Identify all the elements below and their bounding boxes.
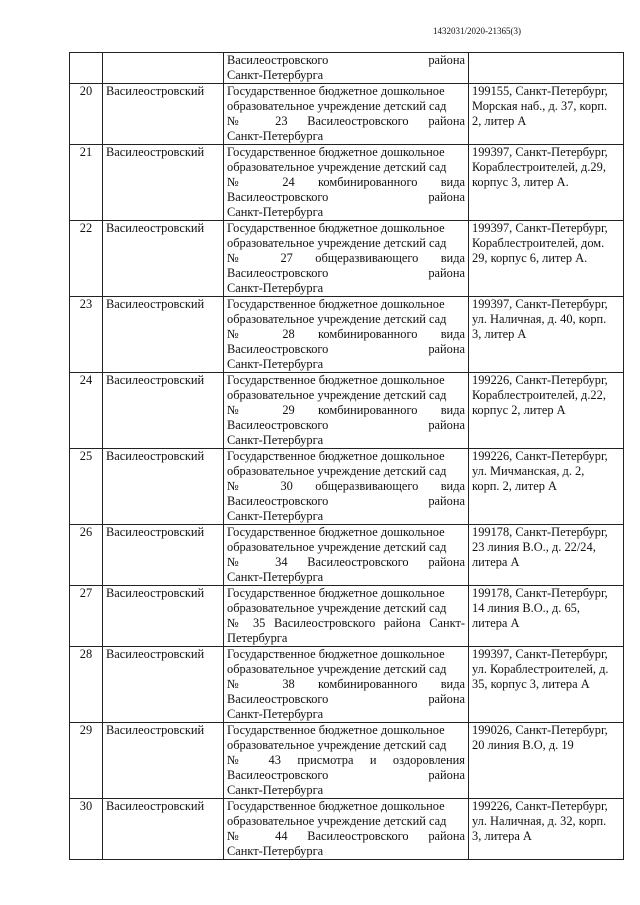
name-line: Василеостровского района: [227, 418, 465, 432]
district-name: Василеостровский: [103, 525, 224, 586]
institution-address: [469, 647, 624, 723]
row-number: 25: [70, 449, 103, 525]
address-line: 199397, Санкт-Петербург,: [472, 221, 608, 235]
district-name: Василеостровский: [103, 723, 224, 799]
name-line: № 34 Василеостровского района: [227, 555, 465, 569]
institution-name: [224, 449, 469, 525]
name-line: № 30 общеразвивающего вида: [227, 479, 465, 493]
name-line: № 24 комбинированного вида: [227, 175, 465, 189]
institution-name: [224, 373, 469, 449]
name-line: образовательное учреждение детский сад: [227, 540, 447, 554]
name-line: Василеостровского района: [227, 768, 465, 782]
name-line: образовательное учреждение детский сад: [227, 236, 447, 250]
name-line: Государственное бюджетное дошкольное: [227, 525, 445, 539]
institution-address: [469, 586, 624, 647]
name-line: Государственное бюджетное дошкольное: [227, 373, 445, 387]
institution-name: [224, 586, 469, 647]
name-line: Петербурга: [227, 631, 288, 645]
institution-name: [224, 297, 469, 373]
district-name: Василеостровский: [103, 145, 224, 221]
table-row: [70, 723, 624, 799]
address-line: Кораблестроителей, д.22,: [472, 388, 606, 402]
name-line: образовательное учреждение детский сад: [227, 99, 447, 113]
table-row: [70, 586, 624, 647]
name-line: Государственное бюджетное дошкольное: [227, 449, 445, 463]
name-line: № 23 Василеостровского района: [227, 114, 465, 128]
address-line: 199178, Санкт-Петербург,: [472, 586, 608, 600]
continuation-district-cell: [103, 53, 224, 84]
district-name: Василеостровский: [103, 586, 224, 647]
table-row: [70, 647, 624, 723]
district-name: Василеостровский: [103, 373, 224, 449]
institution-address: [469, 297, 624, 373]
row-number: 29: [70, 723, 103, 799]
name-line: Государственное бюджетное дошкольное: [227, 723, 445, 737]
name-line: № 28 комбинированного вида: [227, 327, 465, 341]
row-number: 22: [70, 221, 103, 297]
continuation-name-cell: [224, 53, 469, 84]
address-line: корп. 2, литер А: [472, 479, 557, 493]
institutions-table-body: [70, 53, 624, 860]
district-name: Василеостровский: [103, 449, 224, 525]
institution-name: [224, 145, 469, 221]
institution-address: [469, 799, 624, 860]
address-line: 35, корпус 3, литера А: [472, 677, 590, 691]
name-line: Санкт-Петербурга: [227, 68, 324, 82]
name-line: № 35 Василеостровского района Санкт-: [227, 616, 465, 630]
name-line: Государственное бюджетное дошкольное: [227, 221, 445, 235]
address-line: 29, корпус 6, литер А.: [472, 251, 588, 265]
institution-name: [224, 84, 469, 145]
institution-name: [224, 799, 469, 860]
document-registration-code: 1432031/2020-21365(3): [433, 26, 521, 36]
district-name: Василеостровский: [103, 221, 224, 297]
name-line: образовательное учреждение детский сад: [227, 388, 447, 402]
name-line: Василеостровского района: [227, 692, 465, 706]
address-line: Морская наб., д. 37, корп.: [472, 99, 608, 113]
name-line: образовательное учреждение детский сад: [227, 814, 447, 828]
name-line: Государственное бюджетное дошкольное: [227, 297, 445, 311]
name-line: Государственное бюджетное дошкольное: [227, 647, 445, 661]
institution-address: [469, 84, 624, 145]
address-line: 199226, Санкт-Петербург,: [472, 799, 608, 813]
institution-name: [224, 525, 469, 586]
table-row: [70, 84, 624, 145]
row-number: 23: [70, 297, 103, 373]
name-line: № 29 комбинированного вида: [227, 403, 465, 417]
address-line: ул. Наличная, д. 40, корп.: [472, 312, 607, 326]
name-line: № 38 комбинированного вида: [227, 677, 465, 691]
address-line: 199026, Санкт-Петербург,: [472, 723, 608, 737]
name-line: № 27 общеразвивающего вида: [227, 251, 465, 265]
name-line: № 43 присмотра и оздоровления: [227, 753, 465, 767]
address-line: 3, литера А: [472, 829, 532, 843]
address-line: Кораблестроителей, д.29,: [472, 160, 606, 174]
name-line: Василеостровского района: [227, 494, 465, 508]
name-line: Санкт-Петербурга: [227, 844, 324, 858]
table-row: [70, 297, 624, 373]
address-line: 2, литер А: [472, 114, 527, 128]
row-number: 24: [70, 373, 103, 449]
name-line: образовательное учреждение детский сад: [227, 738, 447, 752]
row-number: 21: [70, 145, 103, 221]
name-line: Государственное бюджетное дошкольное: [227, 586, 445, 600]
institution-address: [469, 373, 624, 449]
address-line: 3, литер А: [472, 327, 527, 341]
name-line: образовательное учреждение детский сад: [227, 601, 447, 615]
row-number: 28: [70, 647, 103, 723]
district-name: Василеостровский: [103, 799, 224, 860]
institution-name: [224, 723, 469, 799]
table-row: [70, 373, 624, 449]
name-line: Государственное бюджетное дошкольное: [227, 799, 445, 813]
address-line: 23 линия В.О., д. 22/24,: [472, 540, 596, 554]
address-line: корпус 2, литер А: [472, 403, 566, 417]
name-line: Василеостровского района: [227, 266, 465, 280]
name-line: Санкт-Петербурга: [227, 570, 324, 584]
address-line: Кораблестроителей, дом.: [472, 236, 605, 250]
name-line: Василеостровского района: [227, 342, 465, 356]
institution-address: [469, 221, 624, 297]
address-line: 199397, Санкт-Петербург,: [472, 145, 608, 159]
table-row: [70, 145, 624, 221]
address-line: литера А: [472, 555, 520, 569]
row-number: 26: [70, 525, 103, 586]
institutions-table: [69, 52, 624, 860]
name-line: Василеостровского района: [227, 53, 465, 67]
address-line: 199226, Санкт-Петербург,: [472, 449, 608, 463]
table-row: [70, 221, 624, 297]
name-line: Санкт-Петербурга: [227, 707, 324, 721]
name-line: образовательное учреждение детский сад: [227, 160, 447, 174]
name-line: Санкт-Петербурга: [227, 783, 324, 797]
name-line: № 44 Василеостровского района: [227, 829, 465, 843]
continuation-num-cell: [70, 53, 103, 84]
address-line: ул. Наличная, д. 32, корп.: [472, 814, 607, 828]
address-line: литера А: [472, 616, 520, 630]
institution-address: [469, 723, 624, 799]
address-line: ул. Мичманская, д. 2,: [472, 464, 585, 478]
address-line: 199178, Санкт-Петербург,: [472, 525, 608, 539]
address-line: 199226, Санкт-Петербург,: [472, 373, 608, 387]
name-line: Государственное бюджетное дошкольное: [227, 145, 445, 159]
address-line: 199155, Санкт-Петербург,: [472, 84, 608, 98]
name-line: Санкт-Петербурга: [227, 205, 324, 219]
district-name: Василеостровский: [103, 647, 224, 723]
table-row: [70, 449, 624, 525]
institution-address: [469, 525, 624, 586]
institution-name: [224, 647, 469, 723]
name-line: Василеостровского района: [227, 190, 465, 204]
row-number: 27: [70, 586, 103, 647]
name-line: образовательное учреждение детский сад: [227, 312, 447, 326]
row-number: 20: [70, 84, 103, 145]
institution-name: [224, 221, 469, 297]
name-line: Санкт-Петербурга: [227, 129, 324, 143]
continuation-row: [70, 53, 624, 84]
name-line: образовательное учреждение детский сад: [227, 662, 447, 676]
name-line: Государственное бюджетное дошкольное: [227, 84, 445, 98]
address-line: 14 линия В.О., д. 65,: [472, 601, 580, 615]
name-line: Санкт-Петербурга: [227, 357, 324, 371]
name-line: Санкт-Петербурга: [227, 281, 324, 295]
row-number: 30: [70, 799, 103, 860]
name-line: Санкт-Петербурга: [227, 433, 324, 447]
table-row: [70, 799, 624, 860]
district-name: Василеостровский: [103, 297, 224, 373]
address-line: корпус 3, литер А.: [472, 175, 569, 189]
address-line: 199397, Санкт-Петербург,: [472, 297, 608, 311]
address-line: ул. Кораблестроителей, д.: [472, 662, 609, 676]
institution-address: [469, 449, 624, 525]
address-line: 199397, Санкт-Петербург,: [472, 647, 608, 661]
district-name: Василеостровский: [103, 84, 224, 145]
continuation-address-cell: [469, 53, 624, 84]
institution-address: [469, 145, 624, 221]
table-row: [70, 525, 624, 586]
name-line: Санкт-Петербурга: [227, 509, 324, 523]
name-line: образовательное учреждение детский сад: [227, 464, 447, 478]
address-line: 20 линия В.О, д. 19: [472, 738, 574, 752]
